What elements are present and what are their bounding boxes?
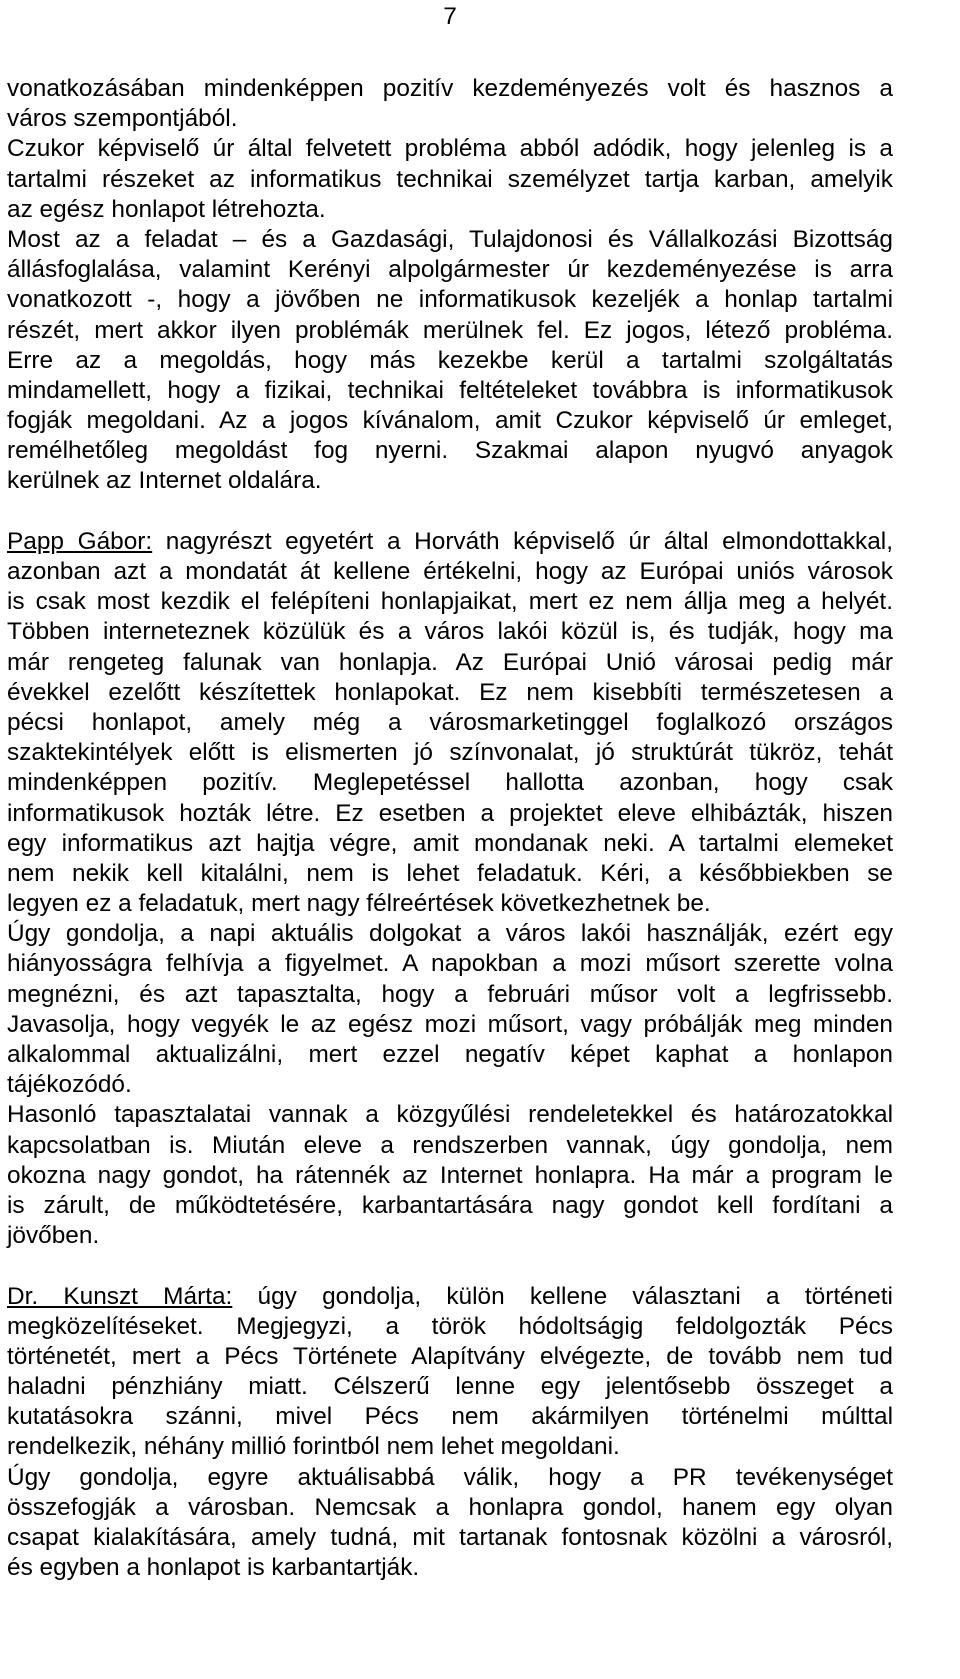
text-line: kapcsolatban is. Miután eleve a rendszerben vannak, úgy gondolja, nem — [7, 1131, 893, 1159]
paragraph-gap — [7, 497, 893, 527]
page-number: 7 — [443, 3, 457, 30]
text-line: azonban azt a mondatát át kellene értékelni, hogy az Európai uniós városok — [7, 558, 893, 585]
text-line: Úgy gondolja, egyre aktuálisabbá válik, hogy a PR tevékenységet — [7, 1463, 893, 1491]
paragraph-lines — [7, 557, 893, 1251]
text-line: kerülnek az Internet oldalára. — [7, 467, 322, 495]
text-line: informatikusok hozták létre. Ez esetben a projektet eleve elhibázták, hiszen — [7, 799, 893, 827]
text-line: kutatásokra szánni, mivel Pécs nem akármilyen történelmi múlttal — [7, 1403, 893, 1431]
text-line: rendelkezik, néhány millió forintból nem lehet megoldani. — [7, 1433, 620, 1461]
text-line: vonatkozásában mindenképpen pozitív kezdeményezés volt és hasznos a — [7, 75, 893, 102]
first-line — [7, 1282, 893, 1312]
text-line: fogják megoldani. Az a jogos kívánalom, amit Czukor képviselő úr emleget, — [7, 407, 893, 435]
text-line: vonatkozott -, hogy a jövőben ne informatikusok kezeljék a honlap tartalmi — [7, 286, 893, 314]
text-line: legyen ez a feladatuk, mert nagy félreértések következhetnek be. — [7, 890, 711, 918]
text-line: Úgy gondolja, a napi aktuális dolgokat a város lakói használják, ezért egy — [7, 920, 893, 948]
text-line: pécsi honlapot, amely még a városmarketinggel foglalkozó országos — [7, 708, 893, 736]
first-line — [7, 527, 893, 557]
paragraph-lines — [7, 1312, 893, 1584]
text-line: összefogják a városban. Nemcsak a honlapra gondol, hanem egy olyan — [7, 1493, 893, 1521]
text-line: az egész honlapot létrehozta. — [7, 195, 326, 223]
text-line: is csak most kezdik el felépíteni honlapjaikat, mert ez nem állja meg a helyét. — [7, 588, 893, 616]
speaker-statement-start: nagyrészt egyetért a Horváth képviselő úr által elmondottakkal, — [152, 527, 894, 555]
text-line: megnézni, és azt tapasztalta, hogy a februári műsor volt a legfrissebb. — [7, 980, 893, 1008]
speaker-name: Dr. Kunszt Márta: — [7, 1282, 233, 1310]
text-line: Most az a feladat – és a Gazdasági, Tulajdonosi és Vállalkozási Bizottság — [7, 225, 893, 253]
text-line: alkalommal aktualizálni, mert ezzel negatív képet kaphat a honlapon — [7, 1041, 893, 1068]
text-line: okozna nagy gondot, ha rátennék az Internet honlapra. Ha már a program le — [7, 1161, 893, 1189]
speaker-name: Papp Gábor: — [7, 527, 153, 555]
text-line: évekkel ezelőtt készítettek honlapokat. Ez nem kisebbíti természetesen a — [7, 678, 893, 706]
text-line: város szempontjából. — [7, 105, 238, 133]
text-line: mindamellett, hogy a fizikai, technikai feltételeket továbbra is informatikusok — [7, 376, 893, 404]
text-line: részét, mert akkor ilyen problémák merülnek fel. Ez jogos, létező probléma. — [7, 316, 893, 344]
paragraph-gap — [7, 1251, 893, 1281]
text-line: remélhetőleg megoldást fog nyerni. Szakmai alapon nyugvó anyagok — [7, 437, 893, 465]
speaker-statement-start: úgy gondolja, külön kellene választani a történeti — [232, 1282, 893, 1310]
text-line: történetét, mert a Pécs Története Alapítvány elvégezte, de tovább nem tud — [7, 1342, 893, 1370]
text-line: jövőben. — [7, 1222, 100, 1250]
paragraph-kunszt-marta — [7, 1282, 893, 1584]
text-line: megközelítéseket. Megjegyzi, a török hódoltságig feldolgozták Pécs — [7, 1312, 893, 1340]
text-line: tájékozódó. — [7, 1071, 132, 1099]
text-line: haladni pénzhiány miatt. Célszerű lenne egy jelentősebb összeget a — [7, 1373, 893, 1401]
text-line: is zárult, de működtetésére, karbantartására nagy gondot kell fordítani a — [7, 1191, 893, 1219]
text-line: nem nekik kell kitalálni, nem is lehet feladatuk. Kéri, a későbbiekben se — [7, 859, 893, 887]
text-line: Hasonló tapasztalatai vannak a közgyűlési rendeletekkel és határozatokkal — [7, 1101, 893, 1129]
text-line: és egyben a honlapot is karbantartják. — [7, 1554, 420, 1582]
text-line: tartalmi részeket az informatikus technikai személyzet tartja karban, amelyik — [7, 165, 893, 193]
text-line: hiányosságra felhívja a figyelmet. A napokban a mozi műsort szerette volna — [7, 950, 893, 978]
text-line: Többen interneteznek közülük és a város lakói közül is, és tudják, hogy ma — [7, 618, 893, 646]
text-line: állásfoglalása, valamint Kerényi alpolgármester úr kezdeményezése is arra — [7, 256, 893, 284]
text-line: már rengeteg falunak van honlapja. Az Európai Unió városai pedig már — [7, 648, 893, 676]
text-line: Javasolja, hogy vegyék le az egész mozi műsort, vagy próbálják meg minden — [7, 1010, 893, 1038]
document-body — [7, 74, 893, 1583]
text-line: egy informatikus azt hajtja végre, amit mondanak neki. A tartalmi elemeket — [7, 829, 893, 857]
paragraph-papp-gabor — [7, 527, 893, 1252]
text-line: mindenképpen pozitív. Meglepetéssel hallotta azonban, hogy csak — [7, 769, 893, 797]
text-line: szaktekintélyek előtt is elismerten jó színvonalat, jó struktúrát tükröz, tehát — [7, 739, 893, 767]
paragraph-block-1 — [7, 74, 893, 497]
text-line: Erre az a megoldás, hogy más kezekbe kerül a tartalmi szolgáltatás — [7, 346, 893, 374]
text-line: Czukor képviselő úr által felvetett probléma abból adódik, hogy jelenleg is a — [7, 135, 893, 163]
text-line: csapat kialakítására, amely tudná, mit tartanak fontosnak közölni a városról, — [7, 1524, 893, 1551]
